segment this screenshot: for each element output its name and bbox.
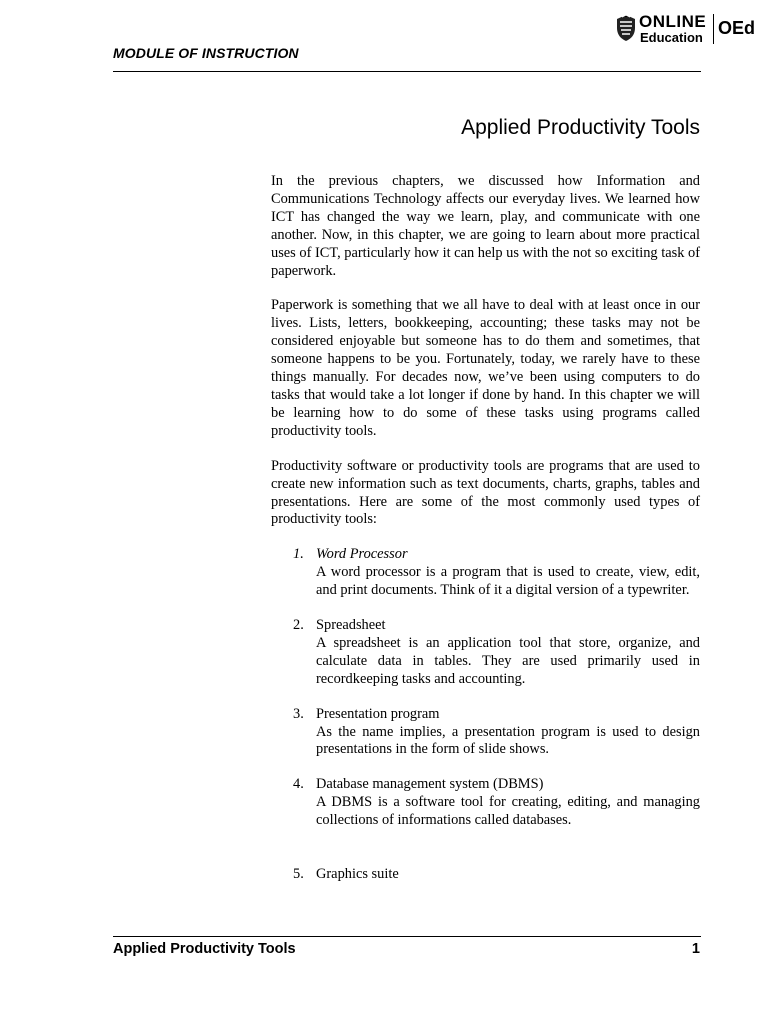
- list-item-name: Database management system (DBMS): [316, 776, 544, 793]
- list-item-name: Spreadsheet: [316, 617, 386, 634]
- list-item: [271, 706, 700, 760]
- list-item-number: 1.: [293, 546, 304, 563]
- list-item: [271, 866, 700, 884]
- logo-text-education: Education: [640, 30, 703, 45]
- productivity-tools-list: [271, 546, 700, 884]
- list-item: [271, 546, 700, 600]
- paragraph-productivity: Productivity software or productivity tools are programs that are used to create new information such as text documents, charts, graphs, tables and presentations. Here are some of the most commonly used types of productivity tools:: [271, 457, 700, 528]
- list-item-description: A DBMS is a software tool for creating, editing, and managing collections of informations called databases.: [316, 794, 700, 829]
- list-item-name: Graphics suite: [316, 866, 399, 883]
- shield-icon: [616, 14, 636, 42]
- online-education-logo: [616, 12, 768, 48]
- list-item-number: 5.: [293, 866, 304, 883]
- paragraph-paperwork: Paperwork is something that we all have to deal with at least once in our lives. Lists, letters, bookkeeping, accounting; these tasks may not be considered enjoyable but someone has to do them and sometimes, that someone happens to be you. Fortunately, today, we rarely have to these things manually. For decades now, we’ve been using computers to do tasks that would take a lot longer if done by hand. In this chapter we will be learning how to do some of these tasks using programs called productivity tools.: [271, 297, 700, 439]
- list-item: [271, 617, 700, 689]
- list-item-name: Presentation program: [316, 705, 440, 722]
- list-item-number: 2.: [293, 617, 304, 634]
- logo-text-abbr: OEd: [718, 18, 756, 38]
- list-item: [271, 776, 700, 830]
- list-item-description: As the name implies, a presentation program is used to design presentations in the form of slide shows.: [316, 723, 700, 758]
- module-header-label: MODULE OF INSTRUCTION: [113, 45, 299, 61]
- body-content: [271, 173, 700, 901]
- header-rule: [113, 71, 701, 72]
- page-title: Applied Productivity Tools: [461, 116, 700, 139]
- list-item-number: 4.: [293, 776, 304, 793]
- logo-divider: [713, 14, 714, 44]
- list-item-description: A word processor is a program that is used to create, view, edit, and print documents. Think of it a digital version of a typewriter.: [316, 564, 700, 599]
- logo-text-online: ONLINE: [639, 12, 707, 31]
- list-item-description: A spreadsheet is an application tool that store, organize, and calculate data in tables. They are used primarily used in recordkeeping tasks and accounting.: [316, 634, 700, 687]
- footer-title: Applied Productivity Tools: [113, 941, 296, 957]
- paragraph-intro: In the previous chapters, we discussed how Information and Communications Technology affects our everyday lives. We learned how ICT has changed the way we learn, play, and communicate with one another. Now, in this chapter, we are going to learn about more practical uses of ICT, particularly how it can help us with the not so exciting task of paperwork.: [271, 173, 700, 279]
- list-item-number: 3.: [293, 705, 304, 722]
- page-number: 1: [691, 941, 700, 957]
- list-item-name: Word Processor: [316, 546, 408, 563]
- footer-rule: [113, 936, 701, 937]
